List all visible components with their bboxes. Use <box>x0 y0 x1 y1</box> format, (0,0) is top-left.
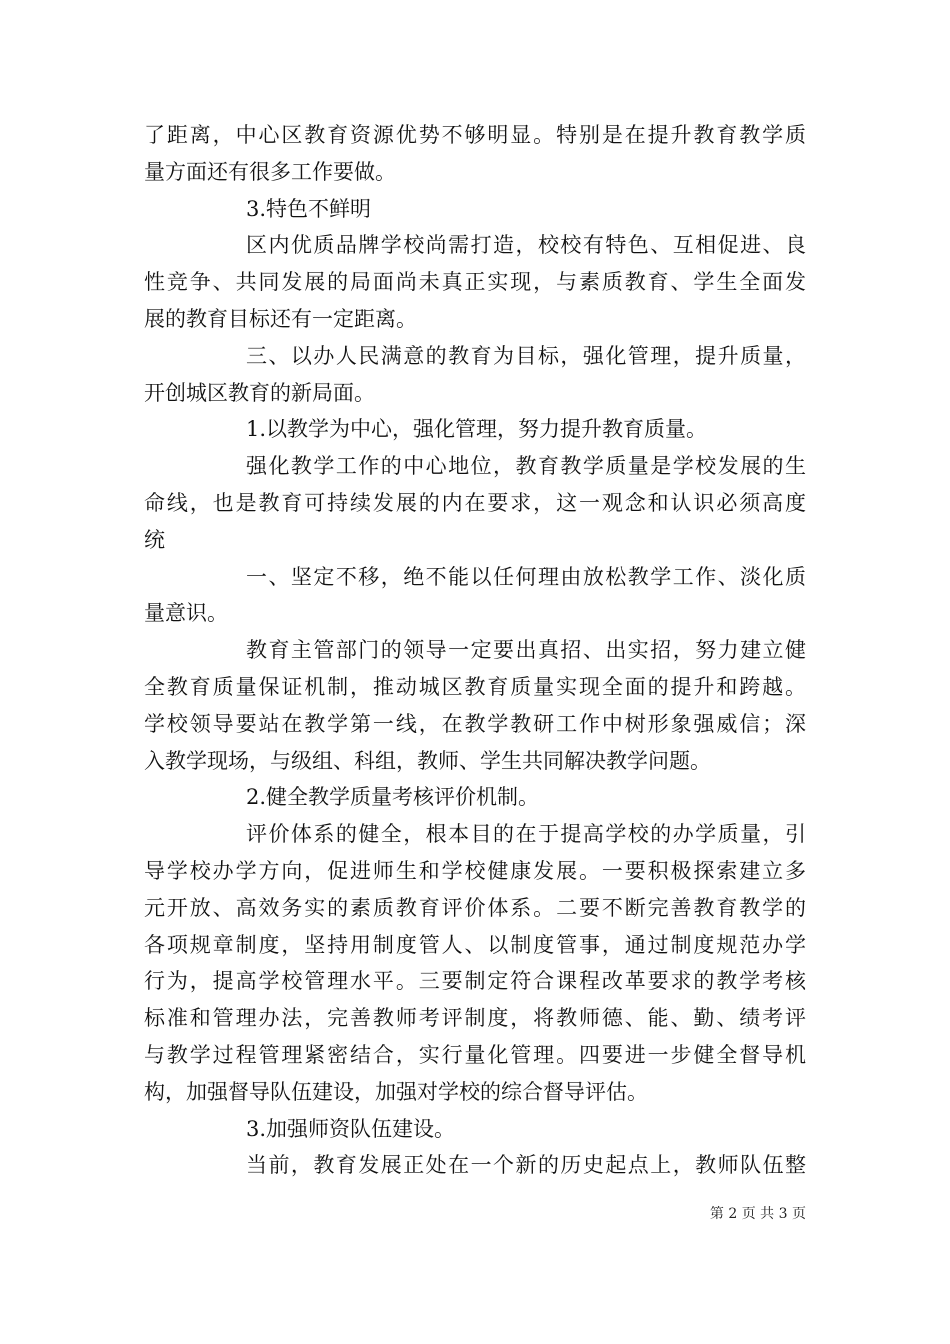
text-line: 3.加强师资队伍建设。 <box>246 1116 456 1141</box>
text-line: 一、坚定不移，绝不能以任何理由放松教学工作、淡化质 <box>246 564 806 589</box>
text-line: 构，加强督导队伍建设，加强对学校的综合督导评估。 <box>144 1079 648 1104</box>
text-line: 统 <box>144 527 165 552</box>
text-line: 3.特色不鲜明 <box>246 196 372 221</box>
text-line: 1.以教学为中心，强化管理，努力提升教育质量。 <box>246 417 708 442</box>
text-line: 全教育质量保证机制，推动城区教育质量实现全面的提升和跨越。 <box>144 674 806 699</box>
text-line: 评价体系的健全，根本目的在于提高学校的办学质量，引 <box>246 822 806 847</box>
text-line: 入教学现场，与级组、科组，教师、学生共同解决教学问题。 <box>144 748 711 773</box>
text-line: 展的教育目标还有一定距离。 <box>144 306 417 331</box>
page-number: 第 2 页 共 3 页 <box>709 1206 806 1222</box>
text-line: 标准和管理办法，完善教师考评制度，将教师德、能、勤、绩考评 <box>144 1006 806 1031</box>
text-line: 行为，提高学校管理水平。三要制定符合课程改革要求的教学考核 <box>144 969 806 994</box>
text-line: 命线，也是教育可持续发展的内在要求，这一观念和认识必须高度 <box>144 490 806 515</box>
text-line: 性竞争、共同发展的局面尚未真正实现，与素质教育、学生全面发 <box>144 270 806 295</box>
text-line: 当前，教育发展正处在一个新的历史起点上，教师队伍整 <box>246 1153 806 1178</box>
text-line: 2.健全教学质量考核评价机制。 <box>246 785 540 810</box>
text-line: 强化教学工作的中心地位，教育教学质量是学校发展的生 <box>246 454 806 479</box>
text-line: 导学校办学方向，促进师生和学校健康发展。一要积极探索建立多 <box>144 858 806 883</box>
text-line: 学校领导要站在教学第一线，在教学教研工作中树形象强威信；深 <box>144 711 806 736</box>
text-line: 元开放、高效务实的素质教育评价体系。二要不断完善教育教学的 <box>144 895 806 920</box>
text-line: 量意识。 <box>144 601 228 626</box>
document-body <box>144 117 806 1184</box>
text-line: 与教学过程管理紧密结合，实行量化管理。四要进一步健全督导机 <box>144 1042 806 1067</box>
text-line: 教育主管部门的领导一定要出真招、出实招，努力建立健 <box>246 638 806 663</box>
text-line: 各项规章制度，坚持用制度管人、以制度管事，通过制度规范办学 <box>144 932 806 957</box>
text-line: 区内优质品牌学校尚需打造，校校有特色、互相促进、良 <box>246 233 806 258</box>
text-line: 三、以办人民满意的教育为目标，强化管理，提升质量， <box>246 343 806 368</box>
text-line: 开创城区教育的新局面。 <box>144 380 375 405</box>
text-line: 量方面还有很多工作要做。 <box>144 159 396 184</box>
text-line: 了距离，中心区教育资源优势不够明显。特别是在提升教育教学质 <box>144 123 806 147</box>
